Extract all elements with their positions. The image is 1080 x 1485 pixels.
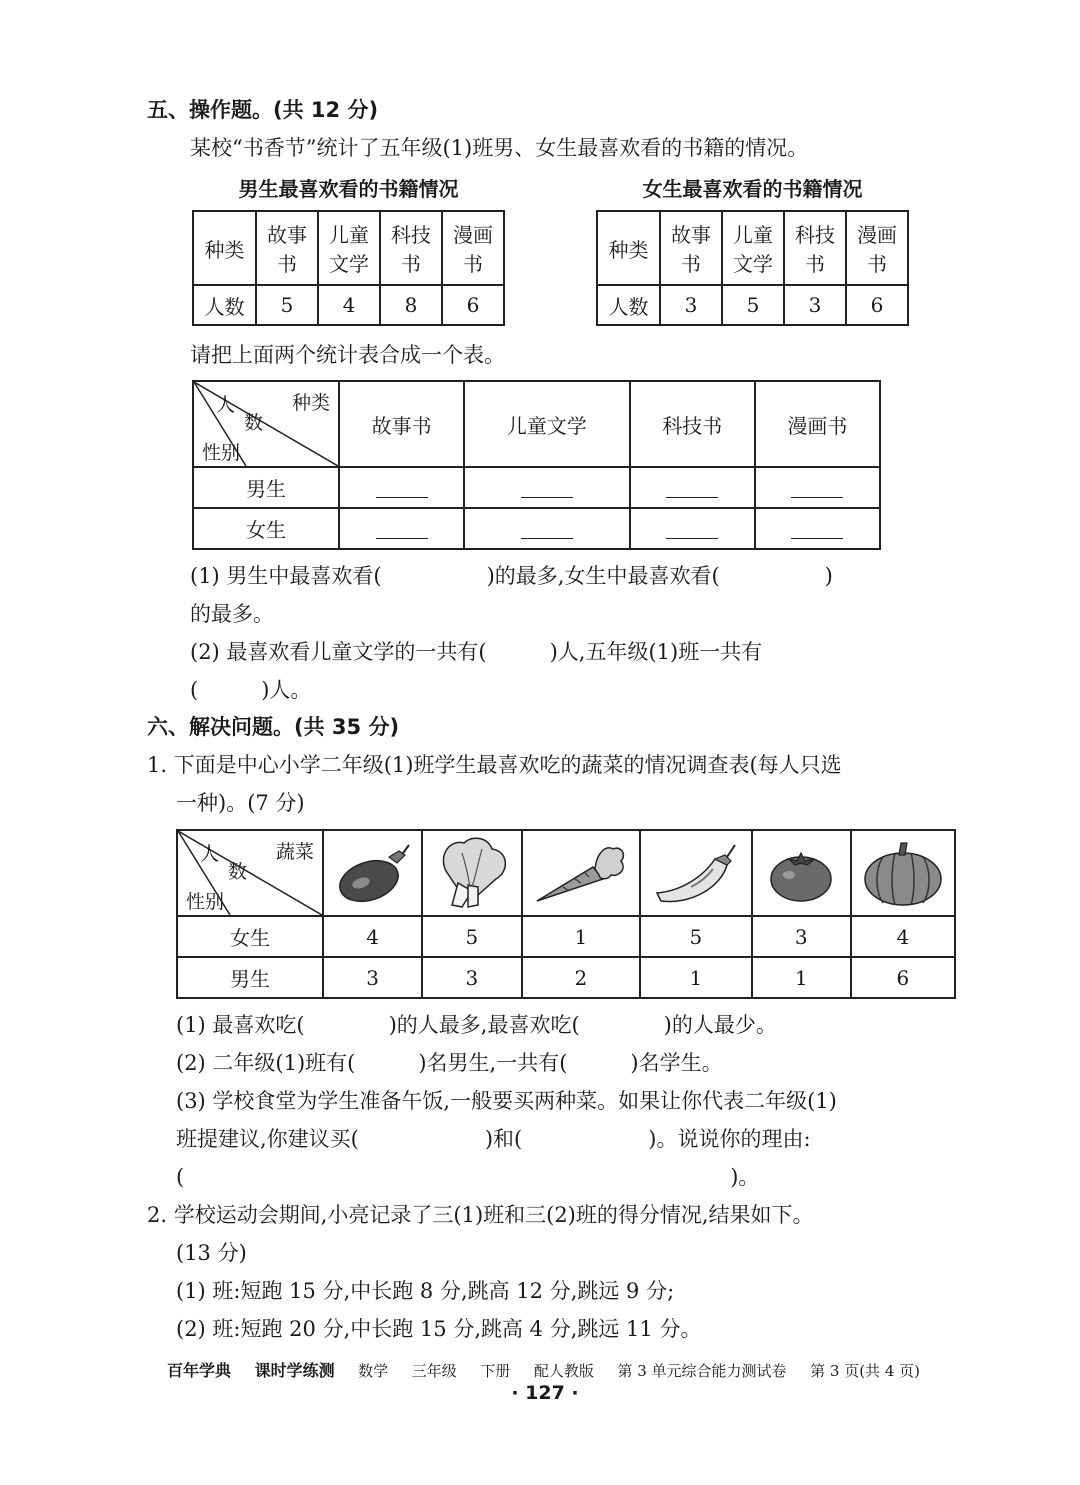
veg-corner-label-gender: 性别 [186,891,225,913]
girls-category-cell: 漫画 书 [846,211,908,285]
problem-1-line-1: 1. 下面是中心小学二年级(1)班学生最喜欢吃的蔬菜的情况调查表(每人只选 [147,753,842,777]
merged-table [192,380,881,550]
veg-corner-label-vegetable: 蔬菜 [275,841,314,863]
merged-column-header: 科技书 [630,381,755,467]
veg-count-cell: 4 [851,916,955,957]
pumpkin-cell [851,830,955,916]
problem-1-question-3-line-1: (3) 学校食堂为学生准备午饭,一般要买两种菜。如果让你代表二年级(1) [176,1089,837,1113]
footer-edition: 配人教版 [533,1362,594,1380]
merged-column-header: 儿童文学 [464,381,630,467]
section-5-title: 五、操作题。(共 12 分) [147,98,379,122]
veg-corner-label-people-a: 人 [200,843,220,865]
problem-2-class-1-scores: (1) 班:短跑 15 分,中长跑 8 分,跳高 12 分,跳远 9 分; [176,1279,675,1303]
girls-table [596,210,909,326]
corner-label-gender: 性别 [202,442,241,464]
merged-blank-cell[interactable] [339,467,464,508]
veg-count-cell: 5 [640,916,751,957]
problem-1-question-2: (2) 二年级(1)班有( )名男生,一共有( )名学生。 [176,1051,723,1075]
merge-instruction: 请把上面两个统计表合成一个表。 [190,343,505,367]
merged-blank-cell[interactable] [464,508,630,549]
merged-column-header: 故事书 [339,381,464,467]
merged-column-header: 漫画书 [755,381,880,467]
girls-count-cell: 3 [784,285,846,325]
merged-blank-cell[interactable] [630,508,755,549]
veg-count-cell: 2 [522,957,641,998]
boys-count-header: 人数 [193,285,256,325]
girls-count-cell: 6 [846,285,908,325]
boys-count-cell: 4 [318,285,380,325]
page-number: · 127 · [511,1382,579,1404]
merged-blank-cell[interactable] [630,467,755,508]
problem-1-line-2: 一种)。(7 分) [176,791,305,815]
pumpkin-icon [861,839,945,907]
girls-count-header: 人数 [597,285,660,325]
girls-table-caption: 女生最喜欢看的书籍情况 [642,177,863,201]
tomato-icon [761,841,841,905]
pepper-icon [651,839,741,907]
veg-count-cell: 1 [522,916,641,957]
boys-count-cell: 8 [380,285,442,325]
boys-category-cell: 漫画 书 [442,211,504,285]
merged-blank-cell[interactable] [339,508,464,549]
merged-row-label: 男生 [193,467,339,508]
merged-row-label: 女生 [193,508,339,549]
footer-grade: 三年级 [411,1362,457,1380]
boys-category-cell: 故事 书 [256,211,318,285]
boys-table [192,210,505,326]
footer-series: 课时学练测 [254,1361,335,1380]
s5-question-2-line-1: (2) 最喜欢看儿童文学的一共有( )人,五年级(1)班一共有 [190,640,763,664]
veg-count-cell: 3 [752,916,851,957]
pepper-cell [640,830,751,916]
cabbage-icon [432,835,512,911]
section-5-intro: 某校“书香节”统计了五年级(1)班男、女生最喜欢看的书籍的情况。 [190,136,809,160]
veg-corner-label-people-b: 数 [228,861,248,883]
veg-count-cell: 1 [640,957,751,998]
veg-count-cell: 4 [323,916,422,957]
eggplant-icon [333,841,413,905]
boys-table-row-header: 种类 [193,211,256,285]
girls-category-cell: 儿童 文学 [722,211,784,285]
carrot-icon [533,839,629,907]
girls-table-row-header: 种类 [597,211,660,285]
problem-1-question-1: (1) 最喜欢吃( )的人最多,最喜欢吃( )的人最少。 [176,1013,777,1037]
s5-question-1-line-2: 的最多。 [190,602,274,626]
veg-count-cell: 5 [422,916,521,957]
veg-count-cell: 3 [422,957,521,998]
footer-test-name: 第 3 单元综合能力测试卷 [617,1362,787,1380]
veg-corner-cell [177,830,323,916]
problem-2-line-2: (13 分) [176,1241,247,1265]
footer-subject: 数学 [358,1362,389,1380]
veg-count-cell: 6 [851,957,955,998]
eggplant-cell [323,830,422,916]
vegetable-table [176,829,956,999]
s5-question-1-line-1: (1) 男生中最喜欢看( )的最多,女生中最喜欢看( ) [190,564,833,588]
merged-blank-cell[interactable] [755,467,880,508]
corner-label-people-b: 数 [244,412,264,434]
boys-category-cell: 科技 书 [380,211,442,285]
problem-1-question-3-line-2: 班提建议,你建议买( )和( )。说说你的理由: [176,1127,811,1151]
footer-brand: 百年学典 [167,1361,232,1380]
section-6-title: 六、解决问题。(共 35 分) [147,715,400,739]
girls-category-cell: 故事 书 [660,211,722,285]
footer-page-info: 第 3 页(共 4 页) [810,1362,920,1380]
girls-count-cell: 5 [722,285,784,325]
merged-blank-cell[interactable] [755,508,880,549]
problem-2-line-1: 2. 学校运动会期间,小亮记录了三(1)班和三(2)班的得分情况,结果如下。 [147,1203,814,1227]
merged-corner-cell [193,381,339,467]
veg-count-cell: 1 [752,957,851,998]
veg-row-label: 男生 [177,957,323,998]
footer [167,1358,920,1381]
veg-row-label: 女生 [177,916,323,957]
boys-table-caption: 男生最喜欢看的书籍情况 [238,177,459,201]
carrot-cell [522,830,641,916]
boys-count-cell: 5 [256,285,318,325]
cabbage-cell [422,830,521,916]
boys-category-cell: 儿童 文学 [318,211,380,285]
problem-2-class-2-scores: (2) 班:短跑 20 分,中长跑 15 分,跳高 4 分,跳远 11 分。 [176,1317,702,1341]
s5-question-2-line-2: ( )人。 [190,678,312,702]
girls-category-cell: 科技 书 [784,211,846,285]
corner-label-people-a: 人 [216,394,236,416]
girls-count-cell: 3 [660,285,722,325]
footer-volume: 下册 [480,1362,511,1380]
merged-blank-cell[interactable] [464,467,630,508]
corner-label-category: 种类 [291,392,330,414]
problem-1-question-3-line-3: ( )。 [176,1165,760,1189]
tomato-cell [752,830,851,916]
veg-count-cell: 3 [323,957,422,998]
boys-count-cell: 6 [442,285,504,325]
